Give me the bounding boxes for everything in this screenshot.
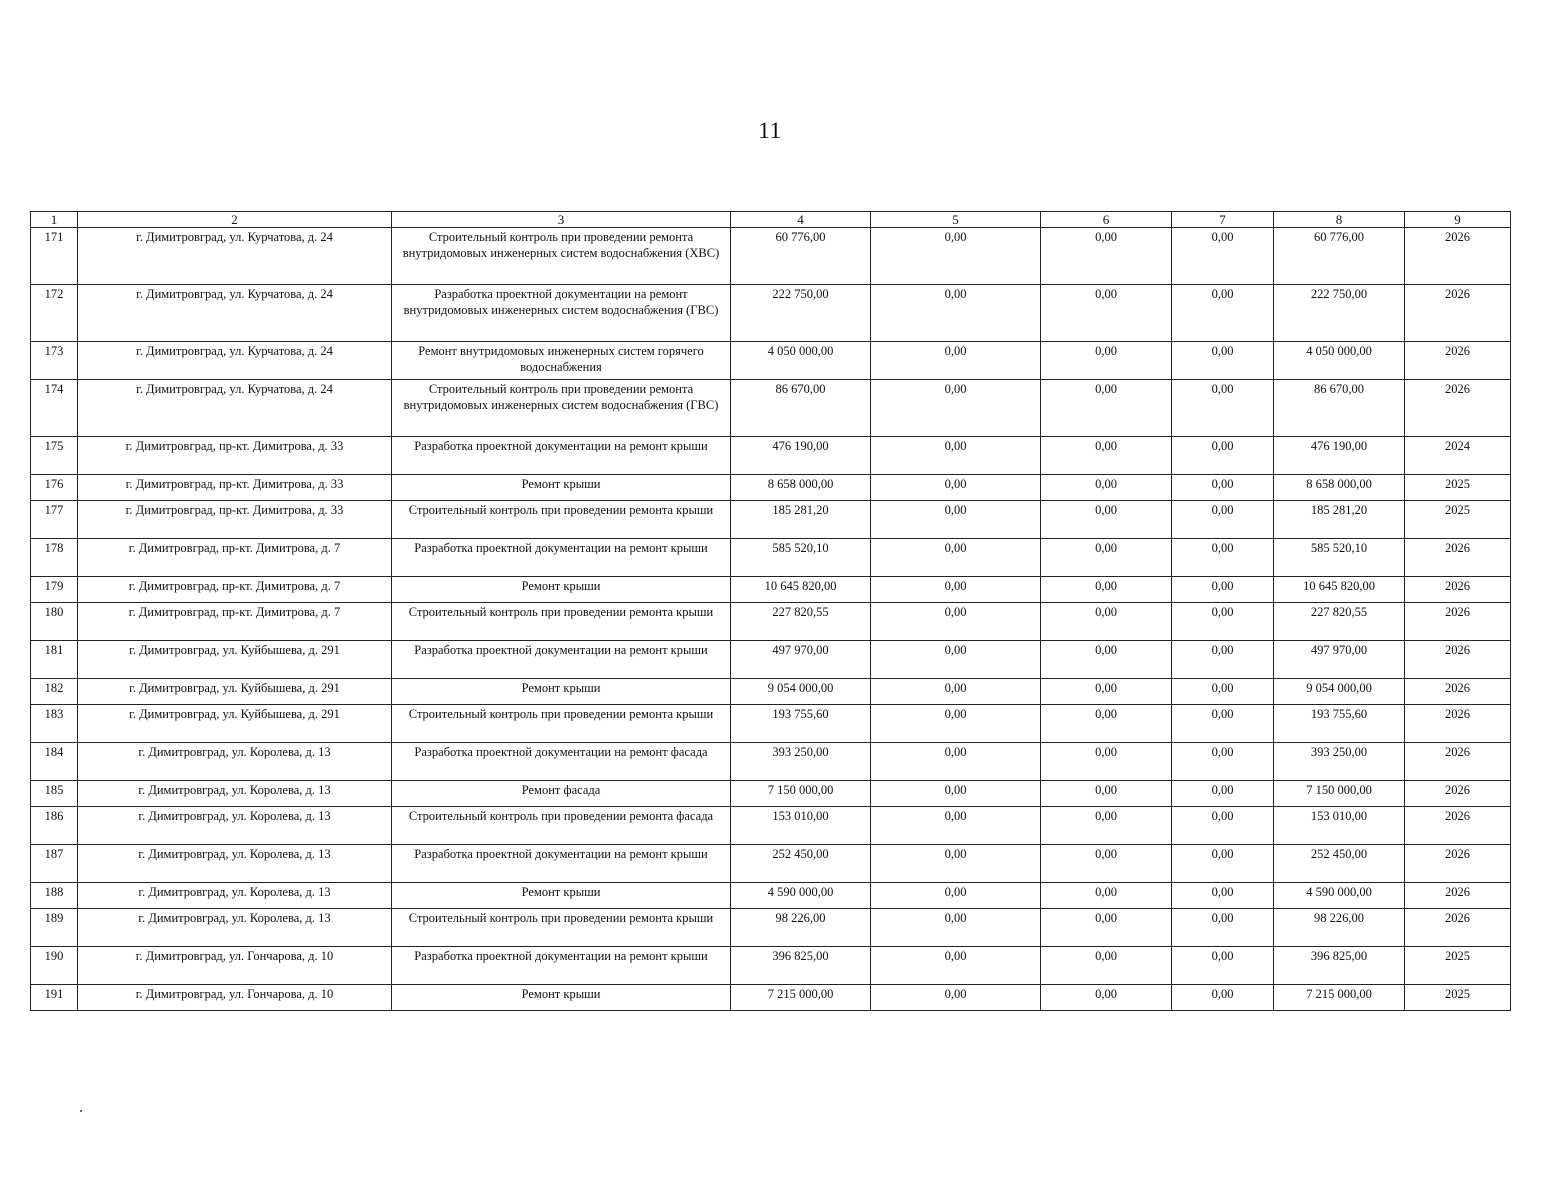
row-number: 189 [31,909,78,947]
col6-cell: 0,00 [1041,285,1172,342]
col7-cell: 0,00 [1172,437,1274,475]
col6-cell: 0,00 [1041,577,1172,603]
work-type-cell: Строительный контроль при проведении ремонта внутридомовых инженерных систем водоснабжения (ХВС) [392,228,731,285]
column-header-9: 9 [1405,212,1511,228]
col6-cell: 0,00 [1041,501,1172,539]
col5-cell: 0,00 [871,641,1041,679]
col5-cell: 0,00 [871,475,1041,501]
fund-cost-cell: 396 825,00 [1274,947,1405,985]
row-number: 191 [31,985,78,1011]
year-cell: 2026 [1405,380,1511,437]
total-cost-cell: 4 050 000,00 [731,342,871,380]
address-cell: г. Димитровград, ул. Курчатова, д. 24 [78,228,392,285]
col7-cell: 0,00 [1172,781,1274,807]
row-number: 190 [31,947,78,985]
fund-cost-cell: 60 776,00 [1274,228,1405,285]
work-type-cell: Строительный контроль при проведении ремонта крыши [392,501,731,539]
year-cell: 2025 [1405,501,1511,539]
col5-cell: 0,00 [871,781,1041,807]
col7-cell: 0,00 [1172,641,1274,679]
row-number: 179 [31,577,78,603]
total-cost-cell: 585 520,10 [731,539,871,577]
table-row [31,781,1511,807]
works-table [30,211,1511,1011]
col6-cell: 0,00 [1041,475,1172,501]
col5-cell: 0,00 [871,539,1041,577]
row-number: 182 [31,679,78,705]
year-cell: 2026 [1405,781,1511,807]
row-number: 177 [31,501,78,539]
col5-cell: 0,00 [871,342,1041,380]
total-cost-cell: 476 190,00 [731,437,871,475]
total-cost-cell: 4 590 000,00 [731,883,871,909]
col7-cell: 0,00 [1172,380,1274,437]
address-cell: г. Димитровград, ул. Королева, д. 13 [78,845,392,883]
address-cell: г. Димитровград, ул. Гончарова, д. 10 [78,947,392,985]
work-type-cell: Разработка проектной документации на ремонт крыши [392,947,731,985]
column-header-6: 6 [1041,212,1172,228]
table-row [31,539,1511,577]
fund-cost-cell: 222 750,00 [1274,285,1405,342]
address-cell: г. Димитровград, ул. Куйбышева, д. 291 [78,679,392,705]
work-type-cell: Ремонт крыши [392,679,731,705]
col7-cell: 0,00 [1172,985,1274,1011]
address-cell: г. Димитровград, пр-кт. Димитрова, д. 7 [78,539,392,577]
col7-cell: 0,00 [1172,285,1274,342]
page-number: 11 [758,118,782,143]
work-type-cell: Строительный контроль при проведении ремонта фасада [392,807,731,845]
col5-cell: 0,00 [871,437,1041,475]
address-cell: г. Димитровград, пр-кт. Димитрова, д. 7 [78,603,392,641]
col6-cell: 0,00 [1041,743,1172,781]
total-cost-cell: 193 755,60 [731,705,871,743]
col7-cell: 0,00 [1172,577,1274,603]
row-number: 172 [31,285,78,342]
total-cost-cell: 8 658 000,00 [731,475,871,501]
col5-cell: 0,00 [871,603,1041,641]
col6-cell: 0,00 [1041,909,1172,947]
year-cell: 2026 [1405,807,1511,845]
year-cell: 2026 [1405,641,1511,679]
work-type-cell: Разработка проектной документации на ремонт крыши [392,437,731,475]
year-cell: 2024 [1405,437,1511,475]
col7-cell: 0,00 [1172,603,1274,641]
col6-cell: 0,00 [1041,807,1172,845]
col6-cell: 0,00 [1041,845,1172,883]
total-cost-cell: 7 215 000,00 [731,985,871,1011]
fund-cost-cell: 252 450,00 [1274,845,1405,883]
year-cell: 2026 [1405,743,1511,781]
address-cell: г. Димитровград, ул. Курчатова, д. 24 [78,285,392,342]
col7-cell: 0,00 [1172,883,1274,909]
row-number: 171 [31,228,78,285]
year-cell: 2025 [1405,475,1511,501]
total-cost-cell: 10 645 820,00 [731,577,871,603]
row-number: 181 [31,641,78,679]
col5-cell: 0,00 [871,285,1041,342]
fund-cost-cell: 7 150 000,00 [1274,781,1405,807]
row-number: 184 [31,743,78,781]
row-number: 187 [31,845,78,883]
table-row [31,947,1511,985]
table-row [31,437,1511,475]
total-cost-cell: 185 281,20 [731,501,871,539]
col5-cell: 0,00 [871,909,1041,947]
work-type-cell: Ремонт крыши [392,577,731,603]
year-cell: 2025 [1405,947,1511,985]
table-row [31,285,1511,342]
work-type-cell: Разработка проектной документации на ремонт крыши [392,845,731,883]
table-row [31,807,1511,845]
column-header-1: 1 [31,212,78,228]
address-cell: г. Димитровград, ул. Королева, д. 13 [78,909,392,947]
column-header-3: 3 [392,212,731,228]
row-number: 186 [31,807,78,845]
address-cell: г. Димитровград, пр-кт. Димитрова, д. 33 [78,475,392,501]
fund-cost-cell: 7 215 000,00 [1274,985,1405,1011]
col6-cell: 0,00 [1041,679,1172,705]
column-header-7: 7 [1172,212,1274,228]
table-row [31,228,1511,285]
work-type-cell: Ремонт крыши [392,475,731,501]
work-type-cell: Ремонт фасада [392,781,731,807]
col6-cell: 0,00 [1041,539,1172,577]
work-type-cell: Строительный контроль при проведении ремонта крыши [392,705,731,743]
fund-cost-cell: 98 226,00 [1274,909,1405,947]
year-cell: 2026 [1405,228,1511,285]
col7-cell: 0,00 [1172,807,1274,845]
column-header-4: 4 [731,212,871,228]
year-cell: 2026 [1405,577,1511,603]
col6-cell: 0,00 [1041,883,1172,909]
work-type-cell: Разработка проектной документации на ремонт внутридомовых инженерных систем водоснабжения (ГВС) [392,285,731,342]
row-number: 188 [31,883,78,909]
col5-cell: 0,00 [871,883,1041,909]
address-cell: г. Димитровград, ул. Курчатова, д. 24 [78,380,392,437]
col7-cell: 0,00 [1172,475,1274,501]
fund-cost-cell: 8 658 000,00 [1274,475,1405,501]
total-cost-cell: 393 250,00 [731,743,871,781]
address-cell: г. Димитровград, ул. Королева, д. 13 [78,743,392,781]
table-row [31,985,1511,1011]
col5-cell: 0,00 [871,380,1041,437]
col6-cell: 0,00 [1041,342,1172,380]
fund-cost-cell: 497 970,00 [1274,641,1405,679]
table-row [31,342,1511,380]
col7-cell: 0,00 [1172,228,1274,285]
fund-cost-cell: 193 755,60 [1274,705,1405,743]
table-row [31,501,1511,539]
fund-cost-cell: 10 645 820,00 [1274,577,1405,603]
row-number: 185 [31,781,78,807]
year-cell: 2026 [1405,909,1511,947]
table-row [31,883,1511,909]
work-type-cell: Ремонт внутридомовых инженерных систем горячего водоснабжения [392,342,731,380]
year-cell: 2026 [1405,603,1511,641]
col6-cell: 0,00 [1041,641,1172,679]
total-cost-cell: 7 150 000,00 [731,781,871,807]
address-cell: г. Димитровград, ул. Куйбышева, д. 291 [78,705,392,743]
col5-cell: 0,00 [871,679,1041,705]
col5-cell: 0,00 [871,501,1041,539]
year-cell: 2026 [1405,883,1511,909]
address-cell: г. Димитровград, пр-кт. Димитрова, д. 33 [78,501,392,539]
col6-cell: 0,00 [1041,228,1172,285]
fund-cost-cell: 153 010,00 [1274,807,1405,845]
fund-cost-cell: 393 250,00 [1274,743,1405,781]
col6-cell: 0,00 [1041,985,1172,1011]
col7-cell: 0,00 [1172,947,1274,985]
table-row [31,475,1511,501]
col5-cell: 0,00 [871,807,1041,845]
table-row [31,705,1511,743]
total-cost-cell: 86 670,00 [731,380,871,437]
table-row [31,577,1511,603]
col5-cell: 0,00 [871,743,1041,781]
address-cell: г. Димитровград, ул. Гончарова, д. 10 [78,985,392,1011]
col7-cell: 0,00 [1172,342,1274,380]
col6-cell: 0,00 [1041,705,1172,743]
total-cost-cell: 396 825,00 [731,947,871,985]
work-type-cell: Разработка проектной документации на ремонт крыши [392,539,731,577]
year-cell: 2026 [1405,845,1511,883]
year-cell: 2026 [1405,342,1511,380]
row-number: 176 [31,475,78,501]
table-row [31,743,1511,781]
year-cell: 2026 [1405,679,1511,705]
address-cell: г. Димитровград, ул. Королева, д. 13 [78,781,392,807]
col5-cell: 0,00 [871,705,1041,743]
row-number: 175 [31,437,78,475]
year-cell: 2025 [1405,985,1511,1011]
col7-cell: 0,00 [1172,743,1274,781]
work-type-cell: Строительный контроль при проведении ремонта крыши [392,909,731,947]
col6-cell: 0,00 [1041,380,1172,437]
col5-cell: 0,00 [871,228,1041,285]
works-table-container [30,211,1510,1011]
total-cost-cell: 227 820,55 [731,603,871,641]
col6-cell: 0,00 [1041,781,1172,807]
col6-cell: 0,00 [1041,603,1172,641]
table-row [31,909,1511,947]
col5-cell: 0,00 [871,947,1041,985]
total-cost-cell: 497 970,00 [731,641,871,679]
address-cell: г. Димитровград, пр-кт. Димитрова, д. 7 [78,577,392,603]
total-cost-cell: 252 450,00 [731,845,871,883]
total-cost-cell: 9 054 000,00 [731,679,871,705]
row-number: 173 [31,342,78,380]
total-cost-cell: 98 226,00 [731,909,871,947]
row-number: 178 [31,539,78,577]
col5-cell: 0,00 [871,577,1041,603]
fund-cost-cell: 86 670,00 [1274,380,1405,437]
column-header-8: 8 [1274,212,1405,228]
address-cell: г. Димитровград, ул. Курчатова, д. 24 [78,342,392,380]
table-row [31,380,1511,437]
total-cost-cell: 153 010,00 [731,807,871,845]
col6-cell: 0,00 [1041,947,1172,985]
col7-cell: 0,00 [1172,845,1274,883]
table-header-row [31,212,1511,228]
fund-cost-cell: 4 590 000,00 [1274,883,1405,909]
col5-cell: 0,00 [871,845,1041,883]
fund-cost-cell: 476 190,00 [1274,437,1405,475]
fund-cost-cell: 585 520,10 [1274,539,1405,577]
year-cell: 2026 [1405,285,1511,342]
row-number: 183 [31,705,78,743]
col7-cell: 0,00 [1172,909,1274,947]
col6-cell: 0,00 [1041,437,1172,475]
column-header-2: 2 [78,212,392,228]
address-cell: г. Димитровград, пр-кт. Димитрова, д. 33 [78,437,392,475]
table-row [31,641,1511,679]
column-header-5: 5 [871,212,1041,228]
col7-cell: 0,00 [1172,501,1274,539]
row-number: 174 [31,380,78,437]
address-cell: г. Димитровград, ул. Куйбышева, д. 291 [78,641,392,679]
col5-cell: 0,00 [871,985,1041,1011]
table-row [31,845,1511,883]
col7-cell: 0,00 [1172,705,1274,743]
table-body [31,228,1511,1011]
work-type-cell: Разработка проектной документации на ремонт фасада [392,743,731,781]
col7-cell: 0,00 [1172,679,1274,705]
work-type-cell: Ремонт крыши [392,883,731,909]
work-type-cell: Строительный контроль при проведении ремонта крыши [392,603,731,641]
work-type-cell: Разработка проектной документации на ремонт крыши [392,641,731,679]
year-cell: 2026 [1405,705,1511,743]
table-row [31,603,1511,641]
fund-cost-cell: 4 050 000,00 [1274,342,1405,380]
address-cell: г. Димитровград, ул. Королева, д. 13 [78,883,392,909]
address-cell: г. Димитровград, ул. Королева, д. 13 [78,807,392,845]
work-type-cell: Строительный контроль при проведении ремонта внутридомовых инженерных систем водоснабжения (ГВС) [392,380,731,437]
fund-cost-cell: 9 054 000,00 [1274,679,1405,705]
row-number: 180 [31,603,78,641]
fund-cost-cell: 227 820,55 [1274,603,1405,641]
work-type-cell: Ремонт крыши [392,985,731,1011]
scan-speck [80,1110,82,1112]
total-cost-cell: 60 776,00 [731,228,871,285]
col7-cell: 0,00 [1172,539,1274,577]
table-row [31,679,1511,705]
year-cell: 2026 [1405,539,1511,577]
fund-cost-cell: 185 281,20 [1274,501,1405,539]
total-cost-cell: 222 750,00 [731,285,871,342]
